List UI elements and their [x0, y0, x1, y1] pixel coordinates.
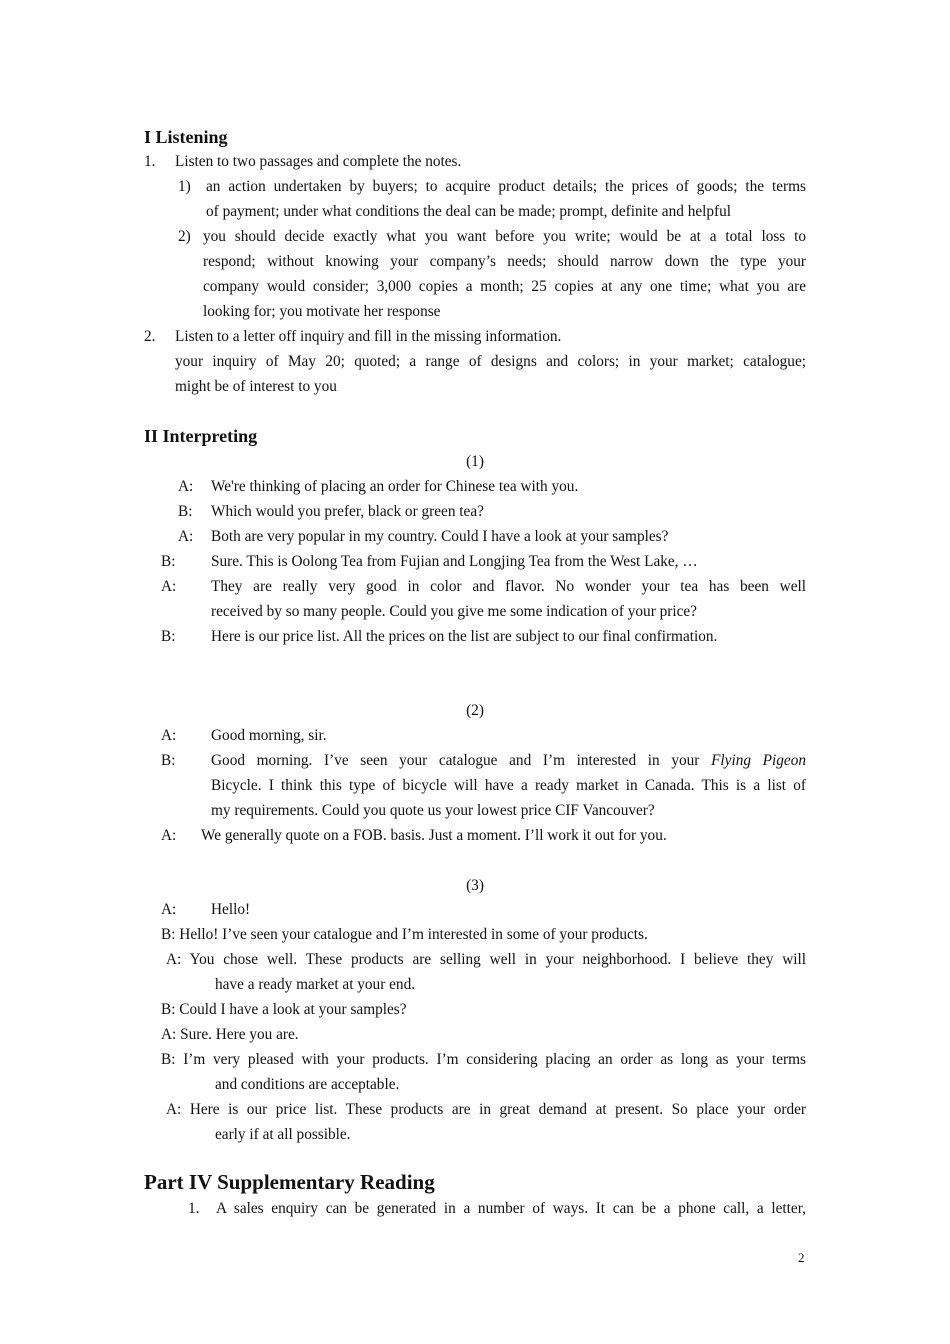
question-number: 2. — [144, 328, 156, 345]
answer-line: you should decide exactly what you want before you write; would be at a total loss to — [203, 228, 806, 245]
dialogue-line: Hello! — [211, 901, 251, 918]
speaker-label: A: — [161, 901, 177, 918]
speaker-label: B: — [161, 553, 176, 570]
dialogue-line: Here is our price list. All the prices on the list are subject to our final confirmation. — [211, 628, 718, 645]
dialogue-text: Good morning. I’ve seen your catalogue and I’m interested in your — [211, 752, 712, 769]
dialogue-line: B: I’m very pleased with your products. I’m considering placing an order as long as your terms — [161, 1051, 806, 1068]
answer-line: an action undertaken by buyers; to acquire product details; the prices of goods; the terms — [206, 178, 806, 195]
dialogue-line: Good morning, sir. — [211, 727, 327, 744]
paragraph-line: A sales enquiry can be generated in a number of ways. It can be a phone call, a letter, — [216, 1200, 806, 1217]
dialogue-line: my requirements. Could you quote us your lowest price CIF Vancouver? — [211, 802, 655, 819]
question-text: Listen to two passages and complete the notes. — [175, 153, 462, 170]
product-name: Flying Pigeon — [711, 752, 806, 769]
speaker-label: A: — [161, 578, 177, 595]
dialogue-line: A: You chose well. These products are selling well in your neighborhood. I believe they will — [166, 951, 806, 968]
dialogue-line: We generally quote on a FOB. basis. Just a moment. I’ll work it out for you. — [201, 827, 667, 844]
answer-line: might be of interest to you — [175, 378, 337, 395]
answer-line: of payment; under what conditions the deal can be made; prompt, definite and helpful — [206, 203, 732, 220]
speaker-label: B: — [161, 628, 176, 645]
sub-item-number: 1) — [178, 178, 191, 195]
dialogue-line: A: Sure. Here you are. — [161, 1026, 299, 1043]
dialogue-line: We're thinking of placing an order for Chinese tea with you. — [211, 478, 579, 495]
dialogue-line: received by so many people. Could you give me some indication of your price? — [211, 603, 697, 620]
answer-line: looking for; you motivate her response — [203, 303, 441, 320]
dialogue-line: early if at all possible. — [215, 1126, 351, 1143]
dialogue-line: Bicycle. I think this type of bicycle will have a ready market in Canada. This is a list of — [211, 777, 806, 794]
section-heading-interpreting: II Interpreting — [144, 426, 258, 446]
dialogue-line: Sure. This is Oolong Tea from Fujian and Longjing Tea from the West Lake, … — [211, 553, 698, 570]
section-heading-listening: I Listening — [144, 127, 228, 147]
item-number: 1. — [188, 1200, 200, 1217]
dialogue-label: (1) — [466, 453, 484, 470]
answer-line: company would consider; 3,000 copies a month; 25 copies at any one time; what you are — [203, 278, 806, 295]
dialogue-line: B: Hello! I’ve seen your catalogue and I’m interested in some of your products. — [161, 926, 648, 943]
speaker-label: B: — [161, 752, 176, 769]
dialogue-line: B: Could I have a look at your samples? — [161, 1001, 407, 1018]
answer-line: your inquiry of May 20; quoted; a range of designs and colors; in your market; catalogue; — [175, 353, 806, 370]
answer-line: respond; without knowing your company’s needs; should narrow down the type your — [203, 253, 806, 270]
dialogue-line: have a ready market at your end. — [215, 976, 416, 993]
dialogue-line: A: Here is our price list. These products are in great demand at present. So place your order — [166, 1101, 806, 1118]
dialogue-line: Both are very popular in my country. Could I have a look at your samples? — [211, 528, 669, 545]
dialogue-label: (3) — [466, 877, 484, 894]
question-number: 1. — [144, 153, 156, 170]
speaker-label: A: — [178, 478, 194, 495]
dialogue-line: and conditions are acceptable. — [215, 1076, 400, 1093]
speaker-label: A: — [178, 528, 194, 545]
speaker-label: A: — [161, 827, 177, 844]
question-text: Listen to a letter off inquiry and fill in the missing information. — [175, 328, 562, 345]
dialogue-label: (2) — [466, 702, 484, 719]
dialogue-line: Which would you prefer, black or green tea? — [211, 503, 484, 520]
page-number: 2 — [798, 1250, 805, 1265]
dialogue-line — [211, 748, 806, 773]
dialogue-line: They are really very good in color and flavor. No wonder your tea has been well — [211, 578, 806, 595]
sub-item-number: 2) — [178, 228, 191, 245]
speaker-label: B: — [178, 503, 193, 520]
speaker-label: A: — [161, 727, 177, 744]
part-heading-supplementary-reading: Part IV Supplementary Reading — [144, 1170, 435, 1194]
